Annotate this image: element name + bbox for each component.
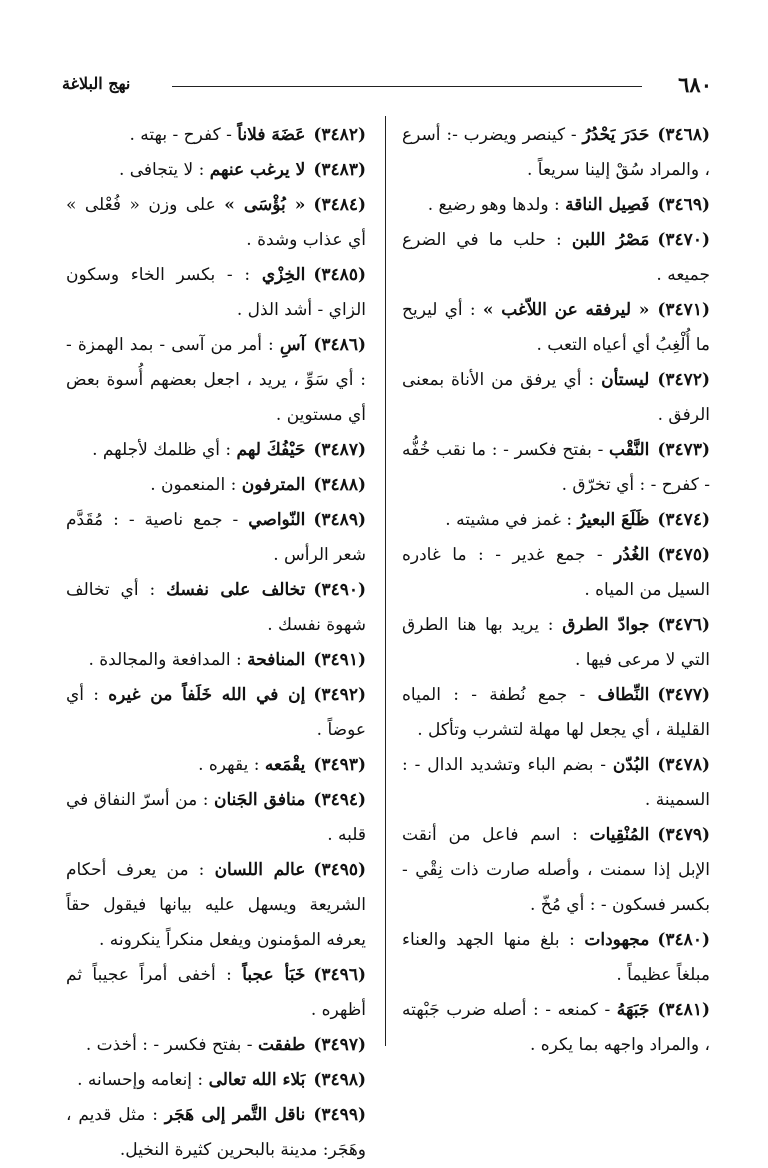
glossary-entry <box>402 363 710 433</box>
entry-term: فَصِيل الناقة <box>565 195 650 215</box>
entry-number: (٣٤٦٩) <box>657 195 710 215</box>
entry-number: (٣٤٨١) <box>657 1000 710 1020</box>
entry-definition: : المدافعة والمجالدة . <box>88 650 242 670</box>
entry-term: ليستأن <box>601 370 650 390</box>
glossary-entry <box>66 783 366 853</box>
page-header <box>62 72 712 102</box>
entry-definition: : من أسرّ النفاق في قلبه . <box>66 790 366 845</box>
entry-number: (٣٤٩٤) <box>313 790 367 810</box>
glossary-entry <box>66 118 366 153</box>
entry-definition: : إنعامه وإحسانه . <box>77 1070 204 1090</box>
entry-term: المنافحة <box>247 650 306 670</box>
entry-definition: : أي ظلمك لأجلهم . <box>92 440 232 460</box>
glossary-entry <box>402 678 710 748</box>
entry-term: النّواصي <box>248 510 306 530</box>
entry-term: النِّطاف <box>597 685 650 705</box>
entry-definition: : أي يرفق من الأناة بمعنى الرفق . <box>402 370 710 425</box>
entry-number: (٣٤٨٧) <box>313 440 366 460</box>
entry-definition: : أي ليريح ما أُلْغِبُ أي أعياه التعب . <box>402 300 710 355</box>
entry-number: (٣٤٨٤) <box>313 195 367 215</box>
entry-term: جوادّ الطرق <box>562 615 650 635</box>
book-title: نهج البلاغة <box>62 74 131 93</box>
entry-term: إن في الله خَلَفاً من غيره <box>108 685 306 705</box>
glossary-entry <box>402 993 710 1063</box>
glossary-entry <box>66 748 366 783</box>
entry-definition: : ولدها وهو رضيع . <box>427 195 560 215</box>
entry-definition: : من يعرف أحكام الشريعة ويسهل عليه بيانها فيقول حقاً يعرفه المؤمنون ويفعل منكراً ينكرونه . <box>66 860 366 950</box>
entry-number: (٣٤٨٣) <box>313 160 366 180</box>
entry-number: (٣٤٩١) <box>313 650 366 670</box>
entry-definition: على وزن « فُعْلى » أي عذاب وشدة . <box>66 195 366 250</box>
glossary-entry <box>402 188 710 223</box>
entry-number: (٣٤٩٧) <box>313 1035 366 1055</box>
glossary-entry <box>66 678 366 748</box>
entry-definition: : اسم فاعل من أنقت الإبل إذا سمنت ، وأصله صارت ذات نِقْي - بكسر فسكون - : أي مُخّ . <box>402 825 710 915</box>
entry-definition: : لا يتجافى . <box>118 160 205 180</box>
entry-definition: : يريد بها هنا الطرق التي لا مرعى فيها . <box>402 615 710 670</box>
entry-term: يقْمَعه <box>264 755 306 775</box>
glossary-entry <box>402 923 710 993</box>
entry-term: بَلاء الله تعالى <box>208 1070 306 1090</box>
entry-term: ناقل التَّمر إلى هَجَر <box>164 1105 306 1125</box>
entry-definition: : أمر من آسى - بمد الهمزة - : أي سَوِّ ، يريد ، اجعل بعضهم أُسوة بعض أي مستوين . <box>66 335 366 425</box>
glossary-entry <box>66 643 366 678</box>
entry-number: (٣٤٧٤) <box>657 510 710 530</box>
entry-term: عَضَهَ فلاناً <box>237 125 306 145</box>
glossary-entry <box>402 293 710 363</box>
entry-term: ظَلَعَ البعيرُ <box>577 510 650 530</box>
entry-number: (٣٤٩٣) <box>313 755 366 775</box>
entry-term: حَدَرَ يَحْدُرُ <box>582 125 650 145</box>
entry-term: النَّقْب <box>609 440 650 460</box>
glossary-entry <box>402 433 710 503</box>
glossary-entry <box>66 503 366 573</box>
entry-definition: - بفتح فكسر - : أخذت . <box>85 1035 253 1055</box>
entry-number: (٣٤٧٩) <box>657 825 711 845</box>
entry-number: (٣٤٧٥) <box>657 545 710 565</box>
entry-number: (٣٤٨٥) <box>313 265 366 285</box>
glossary-entry <box>66 468 366 503</box>
glossary-entry <box>66 853 366 958</box>
glossary-entry <box>66 258 366 328</box>
entry-definition: : يقهره . <box>198 755 260 775</box>
entry-definition: : - بكسر الخاء وسكون الزاي - أشد الذل . <box>66 265 366 320</box>
glossary-entry <box>402 223 710 293</box>
left-column <box>66 118 366 1168</box>
entry-definition: : حلب ما في الضرع جميعه . <box>402 230 710 285</box>
glossary-entry <box>66 153 366 188</box>
glossary-entry <box>66 433 366 468</box>
entry-definition: - بفتح فكسر - : ما نقب خُفُّه - كفرح - : أي تخرّق . <box>402 440 710 495</box>
header-rule <box>172 86 642 87</box>
entry-term: خَبَأ عجباً <box>242 965 306 985</box>
entry-term: جَبَهَهُ <box>616 1000 650 1020</box>
entry-number: (٣٤٧١) <box>657 300 710 320</box>
entry-number: (٣٤٧٠) <box>657 230 710 250</box>
entry-number: (٣٤٧٣) <box>657 440 710 460</box>
entry-definition: : مثل قديم ، وهَجَر: مدينة بالبحرين كثيرة النخيل. <box>66 1105 366 1160</box>
entry-definition: - كمنعه - : أصله ضرب جَبْهته ، والمراد واجهه بما يكره . <box>402 1000 710 1055</box>
page-number: ٦٨٠ <box>678 72 712 97</box>
entry-term: « ليرفقه عن اللاّغب » <box>482 300 650 320</box>
entry-definition: : أي عوضاً . <box>66 685 366 740</box>
glossary-entry <box>402 748 710 818</box>
entry-term: تخالف على نفسك <box>166 580 306 600</box>
entry-definition: - كفرح - بهته . <box>129 125 232 145</box>
column-divider <box>385 116 386 1046</box>
entry-definition: - جمع نُطفة - : المياه القليلة ، أي يجعل لها مهلة لتشرب وتأكل . <box>402 685 710 740</box>
entry-definition: - بضم الباء وتشديد الدال - : السمينة . <box>402 755 710 810</box>
glossary-entry <box>402 503 710 538</box>
entry-term: « بُؤْسَى » <box>224 195 306 215</box>
entry-term: الغُدُر <box>614 545 650 565</box>
entry-term: لا يرغب عنهم <box>209 160 306 180</box>
glossary-entry <box>66 188 366 258</box>
entry-number: (٣٤٧٨) <box>657 755 710 775</box>
entry-number: (٣٤٩٠) <box>313 580 367 600</box>
entry-definition: : أي تخالف شهوة نفسك . <box>66 580 366 635</box>
entry-number: (٣٤٨٦) <box>313 335 366 355</box>
entry-term: مجهودات <box>584 930 650 950</box>
entry-definition: - جمع غدير - : ما غادره السيل من المياه . <box>402 545 710 600</box>
entry-term: الخِزْي <box>261 265 306 285</box>
entry-number: (٣٤٨٠) <box>657 930 710 950</box>
glossary-entry <box>402 608 710 678</box>
entry-definition: : المنعمون . <box>150 475 237 495</box>
entry-term: آسِ <box>279 335 306 355</box>
entry-number: (٣٤٨٩) <box>313 510 366 530</box>
glossary-entry <box>402 538 710 608</box>
entry-number: (٣٤٨٢) <box>313 125 366 145</box>
entry-term: البُدّن <box>612 755 650 775</box>
entry-definition: : غمز في مشيته . <box>445 510 573 530</box>
entry-term: طفقت <box>257 1035 306 1055</box>
glossary-entry <box>66 1098 366 1168</box>
glossary-entry <box>402 118 710 188</box>
entry-number: (٣٤٧٧) <box>657 685 710 705</box>
glossary-entry <box>66 328 366 433</box>
entry-term: عالم اللسان <box>214 860 306 880</box>
entry-number: (٣٤٧٢) <box>657 370 710 390</box>
entry-definition: : أخفى أمراً عجيباً ثم أظهره . <box>66 965 366 1020</box>
entry-number: (٣٤٦٨) <box>657 125 710 145</box>
entry-number: (٣٤٨٨) <box>313 475 366 495</box>
entry-number: (٣٤٩٨) <box>313 1070 366 1090</box>
right-column <box>402 118 710 1063</box>
entry-number: (٣٤٩٩) <box>313 1105 366 1125</box>
entry-definition: - جمع ناصية - : مُقَدَّم شعر الرأس . <box>66 510 366 565</box>
entry-number: (٣٤٩٥) <box>313 860 367 880</box>
entry-term: المترفون <box>241 475 306 495</box>
entry-term: منافق الجَنان <box>213 790 306 810</box>
glossary-entry <box>66 1028 366 1063</box>
entry-term: حَيْفُكَ لهم <box>236 440 306 460</box>
glossary-entry <box>66 573 366 643</box>
entry-number: (٣٤٩٢) <box>313 685 366 705</box>
entry-term: مَصْرُ اللبن <box>571 230 650 250</box>
glossary-entry <box>66 958 366 1028</box>
entry-number: (٣٤٧٦) <box>657 615 710 635</box>
entry-definition: - كينصر ويضرب -: أسرع ، والمراد سُقْ إلينا سريعاً . <box>402 125 710 180</box>
entry-definition: : بلغ منها الجهد والعناء مبلغاً عظيماً . <box>402 930 710 985</box>
glossary-entry <box>66 1063 366 1098</box>
glossary-entry <box>402 818 710 923</box>
entry-number: (٣٤٩٦) <box>313 965 366 985</box>
entry-term: المُنْقِيات <box>589 825 650 845</box>
